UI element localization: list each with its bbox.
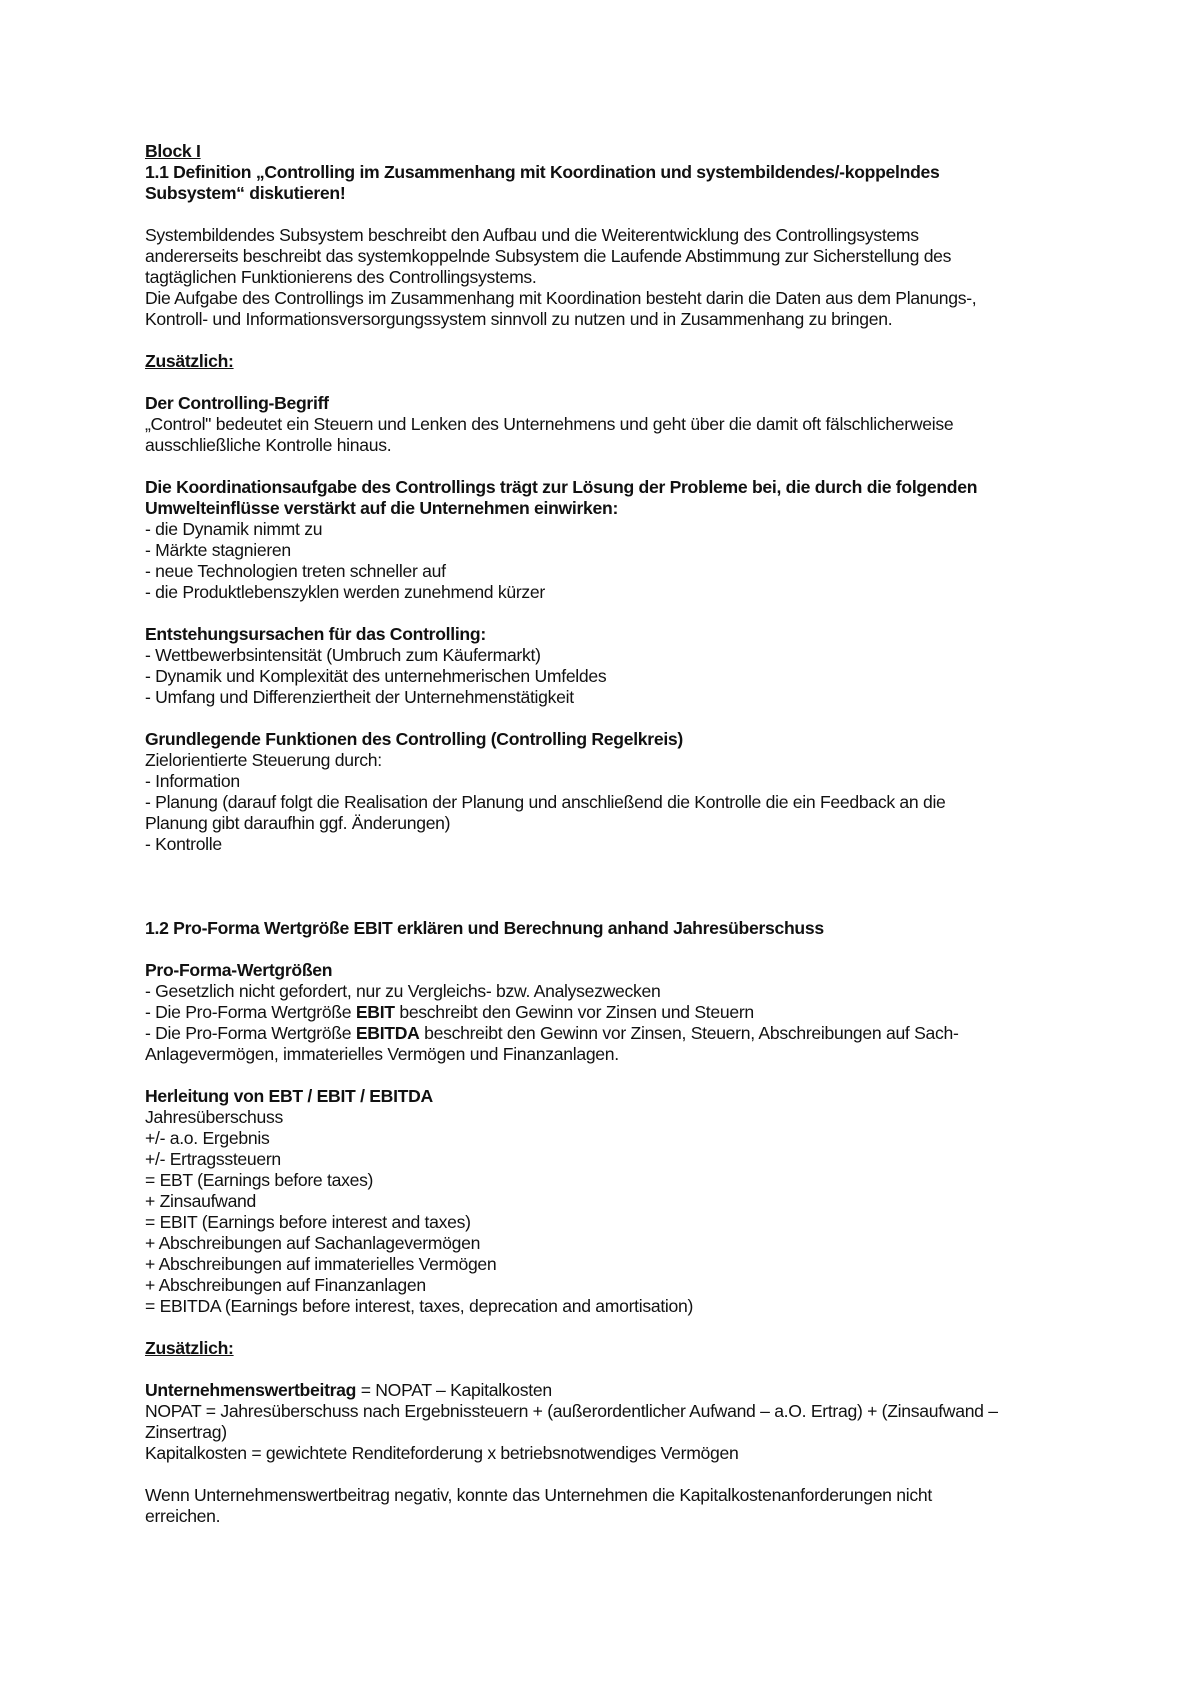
paragraph-line: erreichen. [145,1506,221,1526]
unternehmenswertbeitrag-line [145,1380,1075,1401]
calc-line: + Abschreibungen auf Sachanlagevermögen [145,1233,481,1253]
koordination-title-line-2: Umwelteinflüsse verstärkt auf die Unternehmen einwirken: [145,498,619,518]
herleitung-list [145,1107,1075,1317]
calc-line: +/- a.o. Ergebnis [145,1128,270,1148]
paragraph-line: tagtäglichen Funktionierens des Controllingsystems. [145,267,537,287]
paragraph-line: Zinsertrag) [145,1422,227,1442]
calc-line: = EBIT (Earnings before interest and taxes) [145,1212,471,1232]
list-item: - die Produktlebenszyklen werden zunehmend kürzer [145,582,545,602]
ebitda-term: EBITDA [355,1023,420,1043]
list-item: - Umfang und Differenziertheit der Unternehmenstätigkeit [145,687,574,707]
text-run: beschreibt den Gewinn vor Zinsen und Steuern [394,1002,754,1022]
list-item: - neue Technologien treten schneller auf [145,561,446,581]
pro-forma-line-ebitda [145,1023,1075,1044]
koordination-list [145,519,1075,603]
text-run: = NOPAT – Kapitalkosten [356,1380,552,1400]
section-1-1-heading-line-2: Subsystem“ diskutieren! [145,183,346,203]
list-item: - Kontrolle [145,834,222,854]
list-item: - Information [145,771,240,791]
calc-line: = EBITDA (Earnings before interest, taxes, deprecation and amortisation) [145,1296,694,1316]
unternehmenswertbeitrag-term: Unternehmenswertbeitrag [145,1380,357,1400]
section-1-1-heading-line-1: 1.1 Definition „Controlling im Zusammenhang mit Koordination und systembildendes/-koppelndes [145,162,940,182]
funktionen-title: Grundlegende Funktionen des Controlling (Controlling Regelkreis) [145,729,683,749]
calc-line: = EBT (Earnings before taxes) [145,1170,374,1190]
entstehungsursachen-list [145,645,1075,708]
entstehungsursachen-title: Entstehungsursachen für das Controlling: [145,624,486,644]
pro-forma-line: Anlagevermögen, immaterielles Vermögen und Finanzanlagen. [145,1044,619,1064]
calc-line: + Abschreibungen auf Finanzanlagen [145,1275,426,1295]
definition-paragraph [145,225,1075,330]
paragraph-line: Wenn Unternehmenswertbeitrag negativ, konnte das Unternehmen die Kapitalkostenanforderungen nicht [145,1485,932,1505]
paragraph-line: ausschließliche Kontrolle hinaus. [145,435,392,455]
zusaetzlich-heading-1: Zusätzlich: [145,351,234,371]
funktionen-list [145,750,1075,855]
list-item: - Wettbewerbsintensität (Umbruch zum Käufermarkt) [145,645,541,665]
block-title: Block I [145,141,201,161]
section-1-2-heading: 1.2 Pro-Forma Wertgröße EBIT erklären und Berechnung anhand Jahresüberschuss [145,918,824,938]
paragraph-line: Die Aufgabe des Controllings im Zusammenhang mit Koordination besteht darin die Daten aus dem Planungs-, [145,288,977,308]
list-item: - Planung (darauf folgt die Realisation der Planung und anschließend die Kontrolle die ein Feedback an die [145,792,946,812]
pro-forma-line-ebit [145,1002,1075,1023]
list-item: Zielorientierte Steuerung durch: [145,750,382,770]
document-page [145,141,1075,1527]
list-item: - Märkte stagnieren [145,540,291,560]
ebit-term: EBIT [355,1002,395,1022]
list-item: Planung gibt daraufhin ggf. Änderungen) [145,813,451,833]
paragraph-line: Systembildendes Subsystem beschreibt den Aufbau und die Weiterentwicklung des Controllingsystems [145,225,919,245]
herleitung-title: Herleitung von EBT / EBIT / EBITDA [145,1086,433,1106]
zusaetzlich-heading-2: Zusätzlich: [145,1338,234,1358]
text-run: beschreibt den Gewinn vor Zinsen, Steuern, Abschreibungen auf Sach- [419,1023,959,1043]
list-item: - die Dynamik nimmt zu [145,519,323,539]
pro-forma-title: Pro-Forma-Wertgrößen [145,960,333,980]
paragraph-line: NOPAT = Jahresüberschuss nach Ergebnissteuern + (außerordentlicher Aufwand – a.O. Ertrag) + (Zinsaufwand – [145,1401,998,1421]
paragraph-line: „Control" bedeutet ein Steuern und Lenken des Unternehmens und geht über die damit oft fälschlicherweise [145,414,954,434]
text-run: - Die Pro-Forma Wertgröße [145,1023,356,1043]
text-run: - Die Pro-Forma Wertgröße [145,1002,356,1022]
calc-line: + Zinsaufwand [145,1191,257,1211]
controlling-begriff-title: Der Controlling-Begriff [145,393,329,413]
calc-line: Jahresüberschuss [145,1107,283,1127]
paragraph-line: Kapitalkosten = gewichtete Renditeforderung x betriebsnotwendiges Vermögen [145,1443,739,1463]
pro-forma-line: - Gesetzlich nicht gefordert, nur zu Vergleichs- bzw. Analysezwecken [145,981,661,1001]
calc-line: +/- Ertragssteuern [145,1149,281,1169]
calc-line: + Abschreibungen auf immaterielles Vermögen [145,1254,497,1274]
koordination-title-line-1: Die Koordinationsaufgabe des Controllings trägt zur Lösung der Probleme bei, die durch die folgenden [145,477,978,497]
paragraph-line: Kontroll- und Informationsversorgungssystem sinnvoll zu nutzen und in Zusammenhang zu bringen. [145,309,893,329]
paragraph-line: andererseits beschreibt das systemkoppelnde Subsystem die Laufende Abstimmung zur Sicherstellung des [145,246,952,266]
list-item: - Dynamik und Komplexität des unternehmerischen Umfeldes [145,666,607,686]
